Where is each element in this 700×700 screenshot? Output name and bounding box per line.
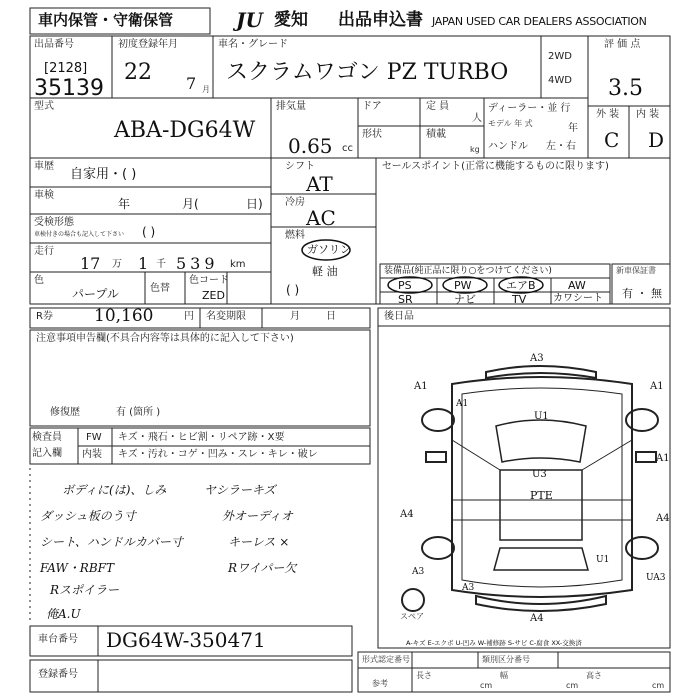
status-paren: ( ): [142, 225, 156, 239]
handle-label: ハンドル: [488, 141, 528, 152]
hw-note-7: FAW・RBFT: [40, 561, 114, 575]
mileage-man: 17: [80, 254, 101, 273]
chassis-label: 車台番号: [38, 634, 78, 645]
exterior-label: 外 装: [596, 109, 620, 120]
deadline-day: 日: [326, 311, 336, 322]
history-label: 車歴: [34, 161, 54, 172]
mark-hood-left: A1: [456, 399, 469, 409]
inspection-label: 車検: [34, 190, 54, 201]
sales-point-label: セールスポイント(正常に機能するものに限ります): [382, 161, 609, 172]
repair-label: 修復歴: [50, 407, 80, 418]
hw-note-3: ダッシュ板のう寸: [40, 509, 136, 523]
inspection-month: 月(: [182, 197, 199, 211]
width-label: 幅: [500, 671, 508, 680]
shape-label: 形状: [362, 129, 382, 140]
model-label: 型式: [34, 101, 54, 112]
mileage-man-unit: 万: [112, 259, 122, 270]
drive-4wd: 4WD: [548, 75, 572, 86]
interior-grade: D: [648, 128, 665, 152]
first-reg-label: 初度登録年月: [118, 39, 178, 50]
height-unit: cm: [652, 681, 665, 690]
grade-label: 評 価 点: [604, 39, 641, 50]
inspection-year: 年: [118, 197, 131, 211]
equipment-label: 装備品(純正品に限り○をつけてください): [384, 266, 552, 276]
displacement-value: 0.65: [288, 134, 333, 158]
fuel-petrol: ガソリン: [307, 243, 351, 256]
exterior-grade: C: [604, 128, 620, 152]
history-value: 自家用・( ): [70, 167, 137, 182]
mark-right-front: A1: [656, 453, 670, 464]
hw-note-8: Rワイパー欠: [228, 561, 297, 575]
registration-label: 登録番号: [38, 669, 78, 680]
after-label: 後日品: [384, 311, 414, 322]
color-label: 色: [34, 275, 44, 286]
fw-items: キズ・飛石・ヒビ割・リペア跡・X要: [118, 432, 285, 443]
interior-insp-label: 内装: [82, 449, 102, 460]
repair-value: 有 (箇所 ): [116, 407, 161, 418]
ju-logo: JU: [236, 8, 263, 32]
color-code-label: 色コード: [189, 275, 229, 286]
mileage-unit: km: [230, 259, 246, 270]
equip-airbag: エアB: [506, 279, 536, 292]
fw-label: FW: [86, 432, 102, 443]
equip-ps: PS: [398, 279, 412, 292]
hw-note-4: 外オーディオ: [222, 509, 294, 523]
interior-insp-items: キズ・汚れ・コゲ・凹み・スレ・キレ・破レ: [118, 449, 318, 460]
mark-fr-corner: A1: [650, 381, 664, 392]
deadline-label: 名変期限: [206, 311, 246, 322]
drive-2wd: 2WD: [548, 51, 572, 62]
equip-tv: TV: [512, 293, 527, 306]
model-year-label: モデル 年 式: [488, 119, 533, 128]
mileage-sen-unit: 千: [156, 259, 166, 270]
lot-label: 出品番号: [34, 39, 74, 50]
warranty-value: 有 ・ 無: [622, 287, 662, 300]
inspector-label: 検査員: [32, 432, 62, 443]
mark-bottom: A4: [530, 613, 544, 624]
mark-roof: U3: [532, 469, 547, 480]
length-unit: cm: [480, 681, 493, 690]
equip-aw: AW: [568, 279, 586, 292]
chassis-value: DG64W-350471: [106, 628, 266, 652]
door-label: ドア: [362, 101, 382, 112]
height-label: 高さ: [586, 671, 602, 680]
warranty-label: 新車保証書: [616, 266, 656, 275]
category-label: 類別区分番号: [482, 655, 530, 664]
hw-note-10: 俺A.U: [46, 607, 81, 621]
equip-sr: SR: [398, 293, 413, 306]
capacity-unit: 人: [472, 113, 482, 124]
inspection-day: 日): [246, 197, 263, 211]
mark-hood: U1: [534, 411, 549, 422]
fuel-paren: ( ): [286, 283, 300, 297]
equip-leather: カワシート: [553, 293, 603, 304]
first-reg-year: 22: [124, 60, 152, 85]
car-name-label: 車名・グレード: [218, 39, 288, 50]
mark-left-door: A4: [400, 509, 414, 520]
color-code: ZED: [202, 289, 225, 302]
cert-label: 形式認定番号: [362, 655, 410, 664]
equip-navi: ナビ: [454, 293, 476, 306]
load-label: 積載: [426, 129, 446, 140]
handle-lr: 左・右: [546, 141, 576, 152]
color-change-label: 色替: [150, 283, 170, 294]
lot-number: 35139: [34, 76, 104, 101]
fuel-label: 燃料: [285, 230, 305, 241]
model-year-unit: 年: [568, 123, 578, 134]
mark-left-rear: A3: [412, 567, 425, 577]
mileage-sen: 1: [138, 254, 149, 273]
org-name: 愛知: [274, 10, 308, 30]
hw-note-9: Rスポイラー: [50, 583, 120, 597]
mark-top: A3: [530, 353, 544, 364]
storage-label: 車内保管・守衛保管: [38, 11, 174, 29]
inspector-entry-label: 記入欄: [32, 448, 62, 459]
mark-rear-left: A3: [462, 583, 475, 593]
first-reg-month-unit: 月: [202, 85, 210, 94]
spare-label: スペア: [400, 612, 424, 621]
ref-label: 参考: [372, 679, 388, 688]
hw-note-5: シート、ハンドルカバー寸: [40, 535, 183, 549]
fuel-diesel: 軽 油: [312, 265, 338, 278]
association-name: JAPAN USED CAR DEALERS ASSOCIATION: [432, 15, 647, 28]
mark-right-door: A4: [656, 513, 670, 524]
length-label: 長さ: [416, 671, 432, 680]
status-note: 車検付きの場合も記入して下さい: [34, 231, 125, 238]
shift-label: シフト: [285, 161, 315, 172]
mileage-label: 走行: [34, 246, 54, 257]
model-value: ABA-DG64W: [114, 118, 256, 143]
mark-roof-pte: PTE: [530, 489, 553, 502]
capacity-label: 定 員: [426, 101, 450, 112]
recycle-label: R券: [36, 311, 53, 322]
load-unit: kg: [470, 145, 480, 154]
damage-legend: A-キズ E-エクボ U-凹み W-補修跡 S-サビ C-腐食 XX-交換済: [406, 639, 582, 647]
hw-note-1: ボディに(は)、しみ: [62, 483, 167, 497]
hw-note-6: キーレス ×: [228, 535, 290, 549]
dealer-label: ディーラー・並 行: [488, 103, 571, 114]
deadline-month: 月: [290, 311, 300, 322]
grade-value: 3.5: [608, 76, 643, 101]
form-title: 出品申込書: [338, 10, 423, 30]
color-value: パープル: [72, 287, 119, 301]
equip-pw: PW: [454, 279, 472, 292]
first-reg-month: 7: [186, 74, 197, 93]
hw-note-2: ヤシラーキズ: [204, 483, 276, 497]
mark-fl-corner: A1: [414, 381, 428, 392]
interior-label: 内 装: [636, 109, 660, 120]
recycle-value: 10,160: [94, 306, 154, 326]
mileage-rest: 539: [176, 254, 219, 273]
ac-label: 冷房: [285, 197, 305, 208]
mark-right-rear: UA3: [646, 573, 666, 583]
mark-rear-right: U1: [596, 555, 610, 565]
recycle-unit: 円: [184, 311, 194, 322]
displacement-label: 排気量: [276, 101, 306, 112]
status-label: 受検形態: [34, 217, 74, 228]
displacement-unit: cc: [342, 143, 353, 154]
width-unit: cm: [566, 681, 579, 690]
notes-label: 注意事項申告欄(不具合内容等は具体的に記入して下さい): [36, 333, 294, 344]
ac-value: AC: [306, 206, 336, 230]
lot-sub: [2128]: [44, 61, 88, 76]
car-name-value: スクラムワゴン PZ TURBO: [226, 60, 509, 85]
shift-value: AT: [306, 172, 333, 196]
